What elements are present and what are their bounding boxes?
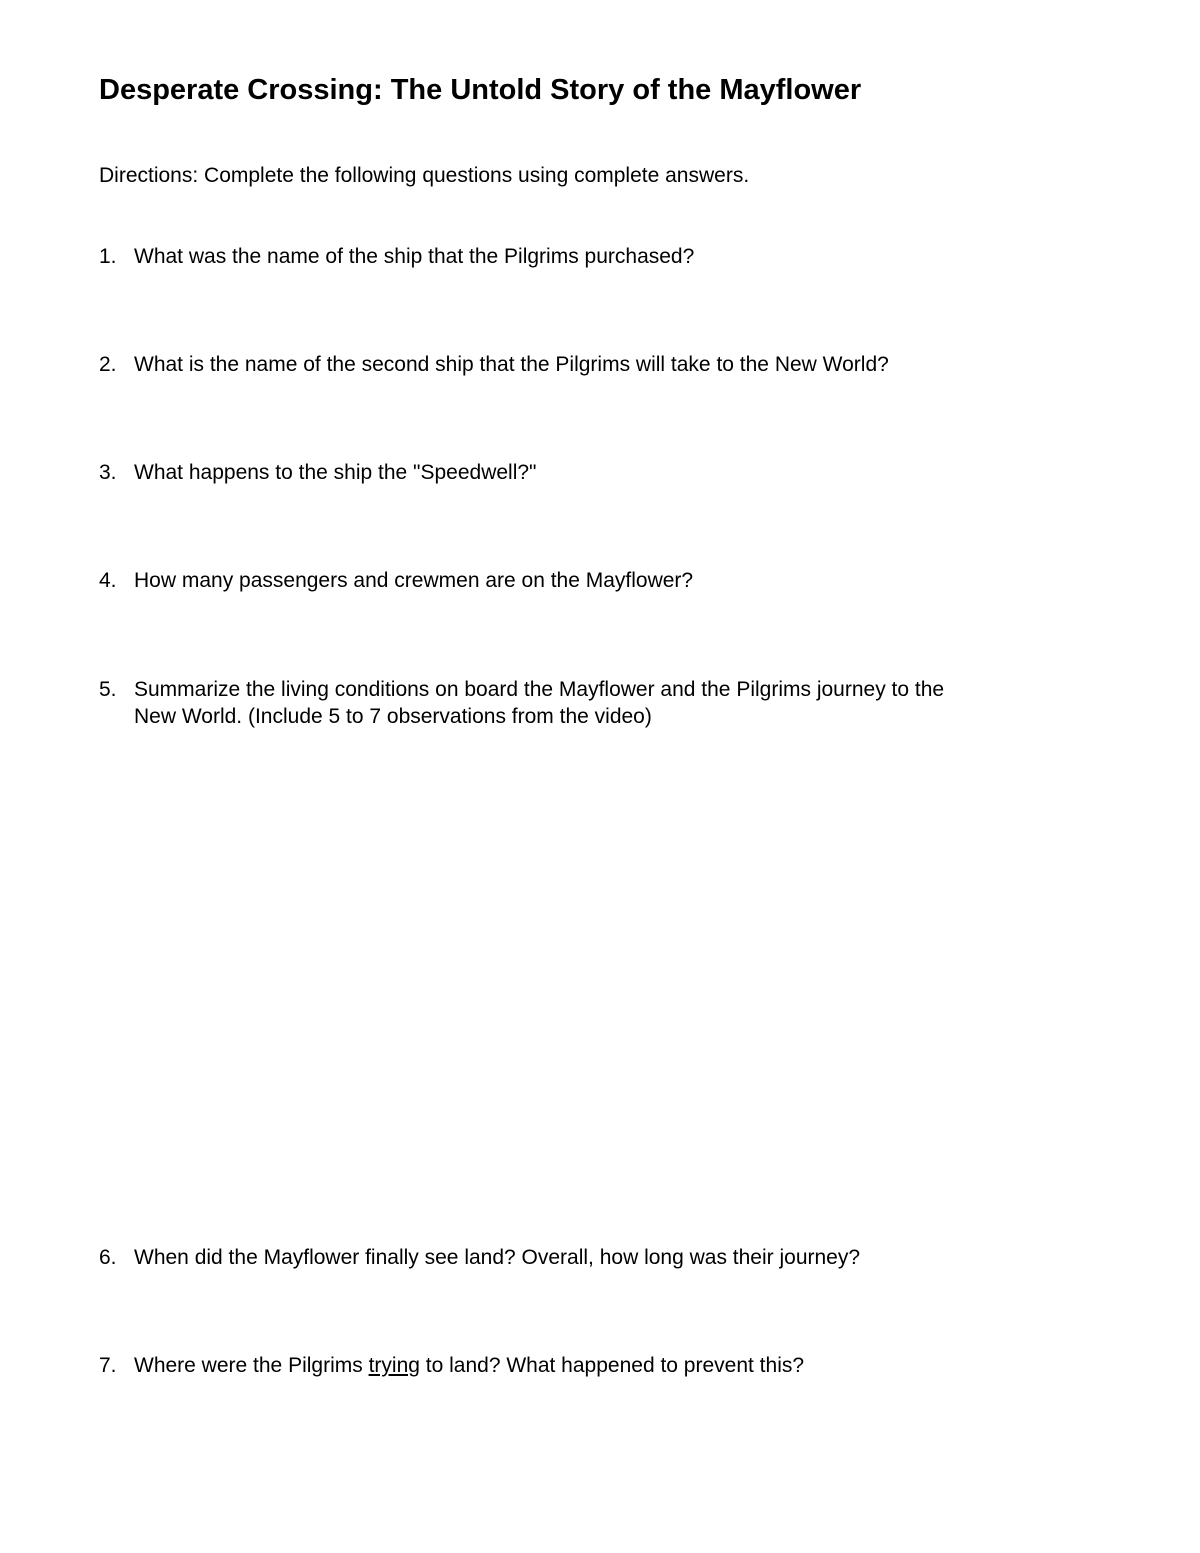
question-text-line: What was the name of the ship that the Pilgrims purchased?	[134, 245, 695, 268]
question-number: 5.	[99, 678, 117, 701]
question-text-line-1: Summarize the living conditions on board the Mayflower and the Pilgrims journey to the	[134, 678, 945, 701]
question-text-line	[134, 1352, 1084, 1379]
question-text-before: Where were the Pilgrims	[134, 1354, 369, 1377]
question-text	[134, 459, 1084, 486]
question-text-line: How many passengers and crewmen are on the Mayflower?	[134, 569, 694, 592]
question-number: 7.	[99, 1354, 117, 1377]
question-text-line-2: New World. (Include 5 to 7 observations from the video)	[134, 705, 652, 728]
question-number: 2.	[99, 353, 117, 376]
question-number: 3.	[99, 461, 117, 484]
question-text	[134, 243, 1084, 270]
question-text-line: What is the name of the second ship that the Pilgrims will take to the New World?	[134, 353, 889, 376]
question-number: 1.	[99, 245, 117, 268]
question-text-after: to land? What happened to prevent this?	[419, 1354, 805, 1377]
question-number: 6.	[99, 1246, 117, 1269]
page-title: Desperate Crossing: The Untold Story of the Mayflower	[99, 74, 862, 106]
question-text-line: What happens to the ship the "Speedwell?"	[134, 461, 537, 484]
question-text	[134, 351, 1084, 378]
question-text	[134, 567, 1084, 594]
question-text	[134, 676, 1084, 730]
directions-text: Directions: Complete the following questions using complete answers.	[99, 164, 750, 187]
question-text	[134, 1352, 1084, 1379]
question-text	[134, 1244, 1084, 1271]
underlined-word: trying	[368, 1354, 420, 1377]
question-text-line: When did the Mayflower finally see land? Overall, how long was their journey?	[134, 1246, 861, 1269]
question-number: 4.	[99, 569, 117, 592]
